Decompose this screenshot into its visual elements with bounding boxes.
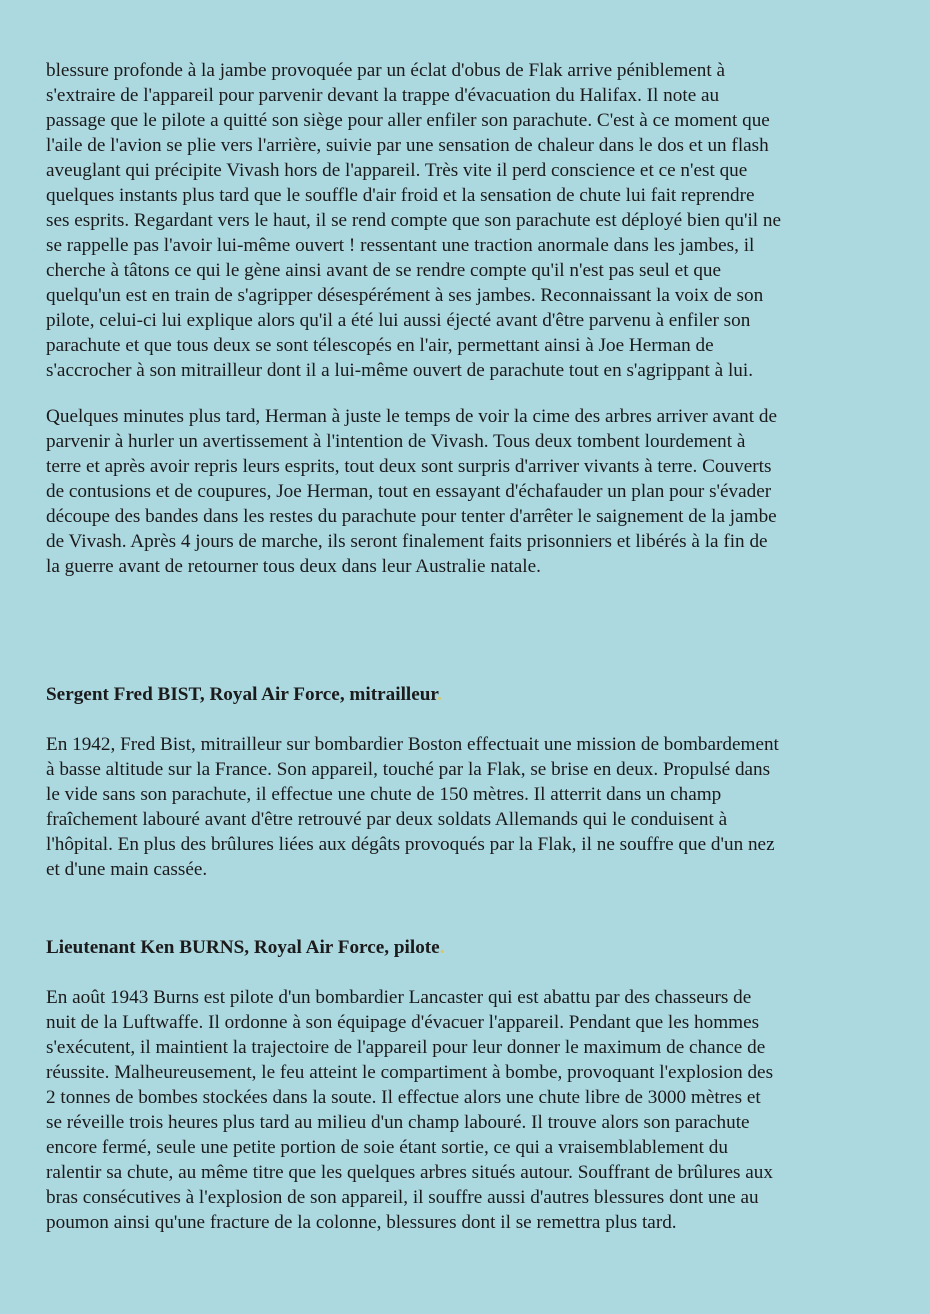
text-line: quelqu'un est en train de s'agripper désespérément à ses jambes. Reconnaissant la voix de son bbox=[46, 285, 764, 306]
text-line: le vide sans son parachute, il effectue une chute de 150 mètres. Il atterrit dans un champ bbox=[46, 784, 722, 805]
heading-trailing-dot: . bbox=[437, 684, 442, 705]
text-line: à basse altitude sur la France. Son appareil, touché par la Flak, se brise en deux. Propulsé dans bbox=[46, 759, 771, 780]
text-line: et d'une main cassée. bbox=[46, 859, 208, 880]
text-line: fraîchement labouré avant d'être retrouvé par deux soldats Allemands qui le conduisent à bbox=[46, 809, 728, 830]
text-line: blessure profonde à la jambe provoquée par un éclat d'obus de Flak arrive péniblement à bbox=[46, 60, 726, 81]
section-heading-burns bbox=[46, 935, 445, 960]
heading-text: Sergent Fred BIST, Royal Air Force, mitrailleur bbox=[46, 684, 438, 705]
section-heading-bist bbox=[46, 682, 442, 707]
text-line: s'exécutent, il maintient la trajectoire de l'appareil pour leur donner le maximum de chance de bbox=[46, 1037, 766, 1058]
text-line: de contusions et de coupures, Joe Herman, tout en essayant d'échafauder un plan pour s'évader bbox=[46, 481, 772, 502]
text-line: se rappelle pas l'avoir lui-même ouvert ! ressentant une traction anormale dans les jambes, il bbox=[46, 235, 755, 256]
text-line: réussite. Malheureusement, le feu atteint le compartiment à bombe, provoquant l'explosion des bbox=[46, 1062, 774, 1083]
text-line: se réveille trois heures plus tard au milieu d'un champ labouré. Il trouve alors son parachute bbox=[46, 1112, 750, 1133]
text-line: parvenir à hurler un avertissement à l'intention de Vivash. Tous deux tombent lourdement à bbox=[46, 431, 746, 452]
text-line: nuit de la Luftwaffe. Il ordonne à son équipage d'évacuer l'appareil. Pendant que les hommes bbox=[46, 1012, 760, 1033]
text-line: cherche à tâtons ce qui le gène ainsi avant de se rendre compte qu'il n'est pas seul et que bbox=[46, 260, 722, 281]
text-line: poumon ainsi qu'une fracture de la colonne, blessures dont il se remettra plus tard. bbox=[46, 1212, 677, 1233]
text-line: ralentir sa chute, au même titre que les quelques arbres situés autour. Souffrant de brûlures aux bbox=[46, 1162, 773, 1183]
text-line: bras consécutives à l'explosion de son appareil, il souffre aussi d'autres blessures dont une au bbox=[46, 1187, 759, 1208]
heading-text: Lieutenant Ken BURNS, Royal Air Force, pilote bbox=[46, 937, 440, 958]
text-line: passage que le pilote a quitté son siège pour aller enfiler son parachute. C'est à ce moment que bbox=[46, 110, 770, 131]
heading-trailing-dot: . bbox=[439, 937, 445, 958]
text-line: pilote, celui-ci lui explique alors qu'il a été lui aussi éjecté avant d'être parvenu à enfiler son bbox=[46, 310, 751, 331]
text-line: En 1942, Fred Bist, mitrailleur sur bombardier Boston effectuait une mission de bombardement bbox=[46, 734, 779, 755]
text-line: l'aile de l'avion se plie vers l'arrière, suivie par une sensation de chaleur dans le dos et un flash bbox=[46, 135, 769, 156]
text-line: quelques instants plus tard que le souffle d'air froid et la sensation de chute lui fait reprendre bbox=[46, 185, 755, 206]
text-line: la guerre avant de retourner tous deux dans leur Australie natale. bbox=[46, 556, 541, 577]
paragraph-bist bbox=[46, 732, 779, 882]
text-line: En août 1943 Burns est pilote d'un bombardier Lancaster qui est abattu par des chasseurs de bbox=[46, 987, 752, 1008]
text-line: s'extraire de l'appareil pour parvenir devant la trappe d'évacuation du Halifax. Il note au bbox=[46, 85, 720, 106]
text-line: ses esprits. Regardant vers le haut, il se rend compte que son parachute est déployé bien qu'il ne bbox=[46, 210, 782, 231]
text-line: terre et après avoir repris leurs esprits, tout deux sont surpris d'arriver vivants à terre. Couverts bbox=[46, 456, 772, 477]
text-line: découpe des bandes dans les restes du parachute pour tenter d'arrêter le saignement de la jambe bbox=[46, 506, 777, 527]
paragraph-burns bbox=[46, 985, 773, 1235]
text-line: encore fermé, seule une petite portion de soie étant sortie, ce qui a vraisemblablement du bbox=[46, 1137, 728, 1158]
text-line: aveuglant qui précipite Vivash hors de l'appareil. Très vite il perd conscience et ce n'est que bbox=[46, 160, 748, 181]
text-line: de Vivash. Après 4 jours de marche, ils seront finalement faits prisonniers et libérés à la fin de bbox=[46, 531, 768, 552]
text-line: Quelques minutes plus tard, Herman à juste le temps de voir la cime des arbres arriver avant de bbox=[46, 406, 778, 427]
text-line: parachute et que tous deux se sont télescopés en l'air, permettant ainsi à Joe Herman de bbox=[46, 335, 714, 356]
text-line: s'accrocher à son mitrailleur dont il a lui-même ouvert de parachute tout en s'agrippant à lui. bbox=[46, 360, 754, 381]
text-line: l'hôpital. En plus des brûlures liées aux dégâts provoqués par la Flak, il ne souffre que d'un nez bbox=[46, 834, 775, 855]
paragraph-vivash-escape bbox=[46, 58, 781, 383]
text-line: 2 tonnes de bombes stockées dans la soute. Il effectue alors une chute libre de 3000 mètres et bbox=[46, 1087, 761, 1108]
paragraph-herman-landing bbox=[46, 404, 777, 579]
